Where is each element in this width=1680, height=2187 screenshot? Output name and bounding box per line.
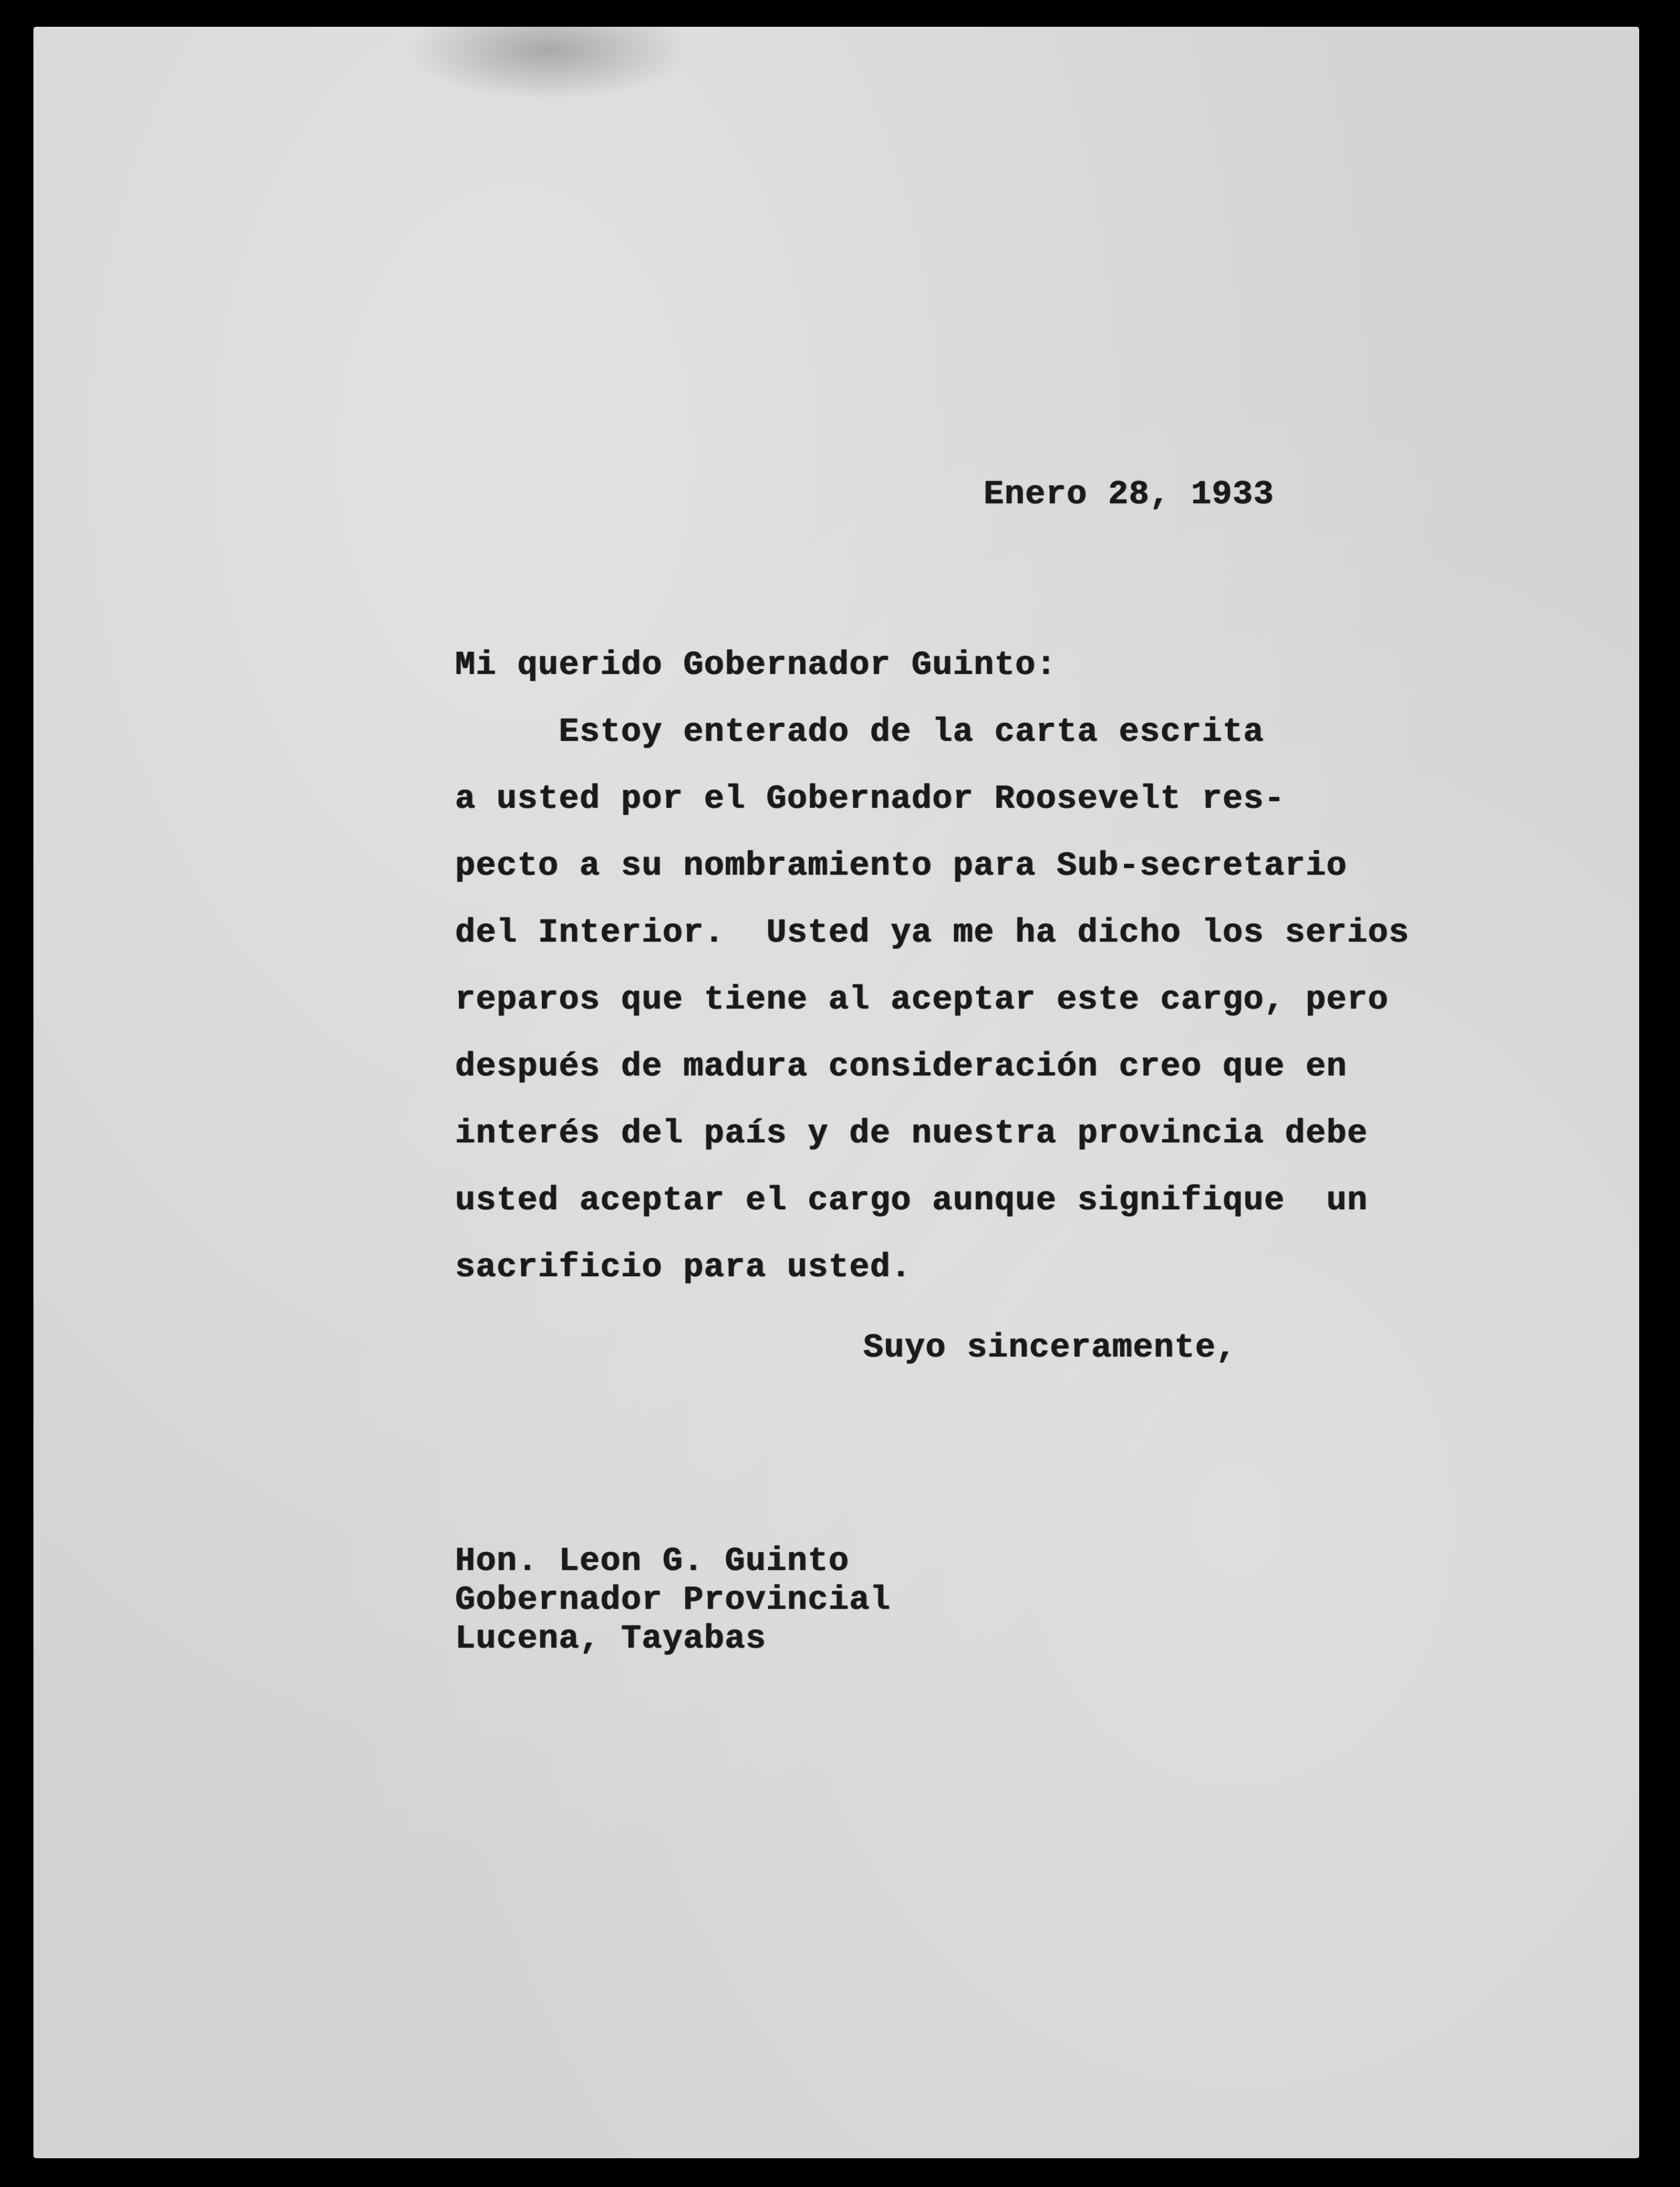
body-line-8: usted aceptar el cargo aunque signifique un [455,1182,1368,1220]
body-line-5: reparos que tiene al aceptar este cargo, pero [455,981,1389,1019]
closing: Suyo sinceramente, [863,1329,1237,1367]
body-line-7: interés del país y de nuestra provincia debe [455,1115,1368,1153]
body-line-3: pecto a su nombramiento para Sub-secretario [455,847,1347,885]
letter-date: Enero 28, 1933 [984,476,1275,514]
body-line-4: del Interior. Usted ya me ha dicho los serios [455,914,1410,952]
body-line-1: Estoy enterado de la carta escrita [455,713,1265,752]
address-line-3: Lucena, Tayabas [455,1620,767,1658]
address-line-2: Gobernador Provincial [455,1581,891,1620]
body-line-6: después de madura consideración creo que en [455,1048,1347,1086]
paper-stain [408,27,689,100]
address-line-1: Hon. Leon G. Guinto [455,1543,850,1581]
body-line-2: a usted por el Gobernador Roosevelt res- [455,780,1285,818]
body-line-9: sacrificio para usted. [455,1249,912,1287]
letter-page [33,27,1639,2158]
salutation: Mi querido Gobernador Guinto: [455,646,1057,685]
